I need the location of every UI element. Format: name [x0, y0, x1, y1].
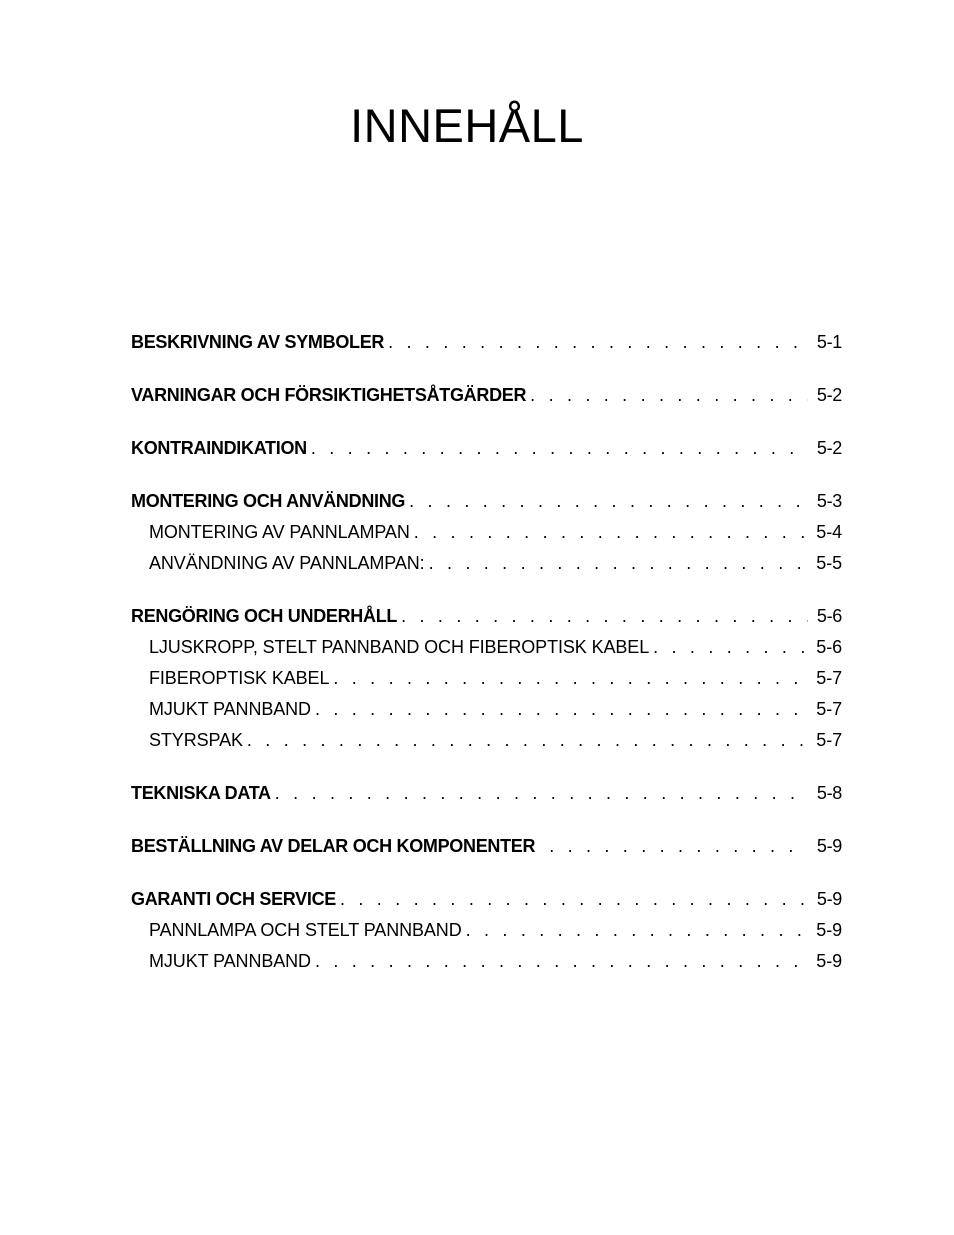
- toc-entry-label: FIBEROPTISK KABEL: [149, 668, 330, 688]
- toc-leader-dots: [414, 518, 808, 546]
- toc-entry-label: ANVÄNDNING AV PANNLAMPAN:: [149, 553, 425, 573]
- toc-entry-page-number: 5-4: [816, 522, 842, 542]
- toc-entry-label: PANNLAMPA OCH STELT PANNBAND: [149, 920, 462, 940]
- toc-entry-page-number: 5-7: [816, 730, 842, 750]
- toc-entry-page-number: 5-3: [816, 491, 842, 511]
- toc-entry-rengoring-och-underhall: [131, 602, 842, 633]
- toc-subentry-pannlampa-och-stelt-pannband: [131, 916, 842, 947]
- toc-entry-page-number: 5-6: [816, 637, 842, 657]
- toc-entry-page-number: 5-7: [816, 699, 842, 719]
- toc-entry-beskrivning-av-symboler: [131, 328, 842, 359]
- toc-entry-label: MJUKT PANNBAND: [149, 699, 311, 719]
- toc-entry-label: RENGÖRING OCH UNDERHÅLL: [131, 606, 398, 626]
- toc-entry-montering-och-anvandning: [131, 487, 842, 518]
- toc-leader-dots: [333, 664, 808, 692]
- toc-leader-dots: [311, 434, 808, 462]
- toc-entry-label: STYRSPAK: [149, 730, 243, 750]
- toc-subentry-mjukt-pannband: [131, 695, 842, 726]
- toc-entry-page-number: 5-1: [816, 332, 842, 352]
- toc-subentry-mjukt-pannband-garanti: [131, 947, 842, 978]
- toc-entry-label: KONTRAINDIKATION: [131, 438, 307, 458]
- toc-entry-page-number: 5-5: [816, 553, 842, 573]
- toc-leader-dots: [466, 916, 808, 944]
- toc-entry-page-number: 5-9: [816, 889, 842, 909]
- toc-entry-page-number: 5-6: [816, 606, 842, 626]
- page-title: INNEHÅLL: [350, 99, 584, 152]
- toc-entry-garanti-och-service: [131, 885, 842, 916]
- toc-entry-page-number: 5-9: [816, 920, 842, 940]
- toc-entry-label: MJUKT PANNBAND: [149, 951, 311, 971]
- toc-entry-kontraindikation: [131, 434, 842, 465]
- toc-leader-dots: [340, 885, 808, 913]
- toc-leader-dots: [549, 832, 808, 860]
- toc-entry-page-number: 5-9: [816, 951, 842, 971]
- toc-leader-dots: [247, 726, 808, 754]
- toc-leader-dots: [653, 633, 808, 661]
- toc-entry-page-number: 5-9: [816, 836, 842, 856]
- toc-entry-page-number: 5-8: [816, 783, 842, 803]
- toc-subentry-anvandning-av-pannlampan: [131, 549, 842, 580]
- toc-leader-dots: [388, 328, 808, 356]
- toc-entry-tekniska-data: [131, 779, 842, 810]
- toc-entry-label: LJUSKROPP, STELT PANNBAND OCH FIBEROPTISK KABEL: [149, 637, 650, 657]
- toc-leader-dots: [315, 947, 808, 975]
- toc-subentry-styrspak: [131, 726, 842, 757]
- toc-leader-dots: [429, 549, 808, 577]
- toc-subentry-ljuskropp: [131, 633, 842, 664]
- toc-entry-varningar: [131, 381, 842, 412]
- toc-leader-dots: [275, 779, 808, 807]
- toc-leader-dots: [530, 381, 808, 409]
- toc-leader-dots: [401, 602, 808, 630]
- toc-entry-label: MONTERING AV PANNLAMPAN: [149, 522, 410, 542]
- toc-entry-label: MONTERING OCH ANVÄNDNING: [131, 491, 406, 511]
- toc-entry-label: GARANTI OCH SERVICE: [131, 889, 336, 909]
- toc-leader-dots: [315, 695, 808, 723]
- toc-entry-label: TEKNISKA DATA: [131, 783, 271, 803]
- toc-entry-label: BESTÄLLNING AV DELAR OCH KOMPONENTER: [131, 836, 536, 856]
- toc-entry-page-number: 5-2: [816, 438, 842, 458]
- table-of-contents: [131, 328, 842, 978]
- toc-subentry-montering-av-pannlampan: [131, 518, 842, 549]
- toc-leader-dots: [409, 487, 808, 515]
- toc-entry-page-number: 5-2: [816, 385, 842, 405]
- toc-entry-page-number: 5-7: [816, 668, 842, 688]
- toc-entry-bestallning: [131, 832, 842, 863]
- toc-subentry-fiberoptisk-kabel: [131, 664, 842, 695]
- toc-entry-label: VARNINGAR OCH FÖRSIKTIGHETSÅTGÄRDER: [131, 385, 527, 405]
- toc-entry-label: BESKRIVNING AV SYMBOLER: [131, 332, 385, 352]
